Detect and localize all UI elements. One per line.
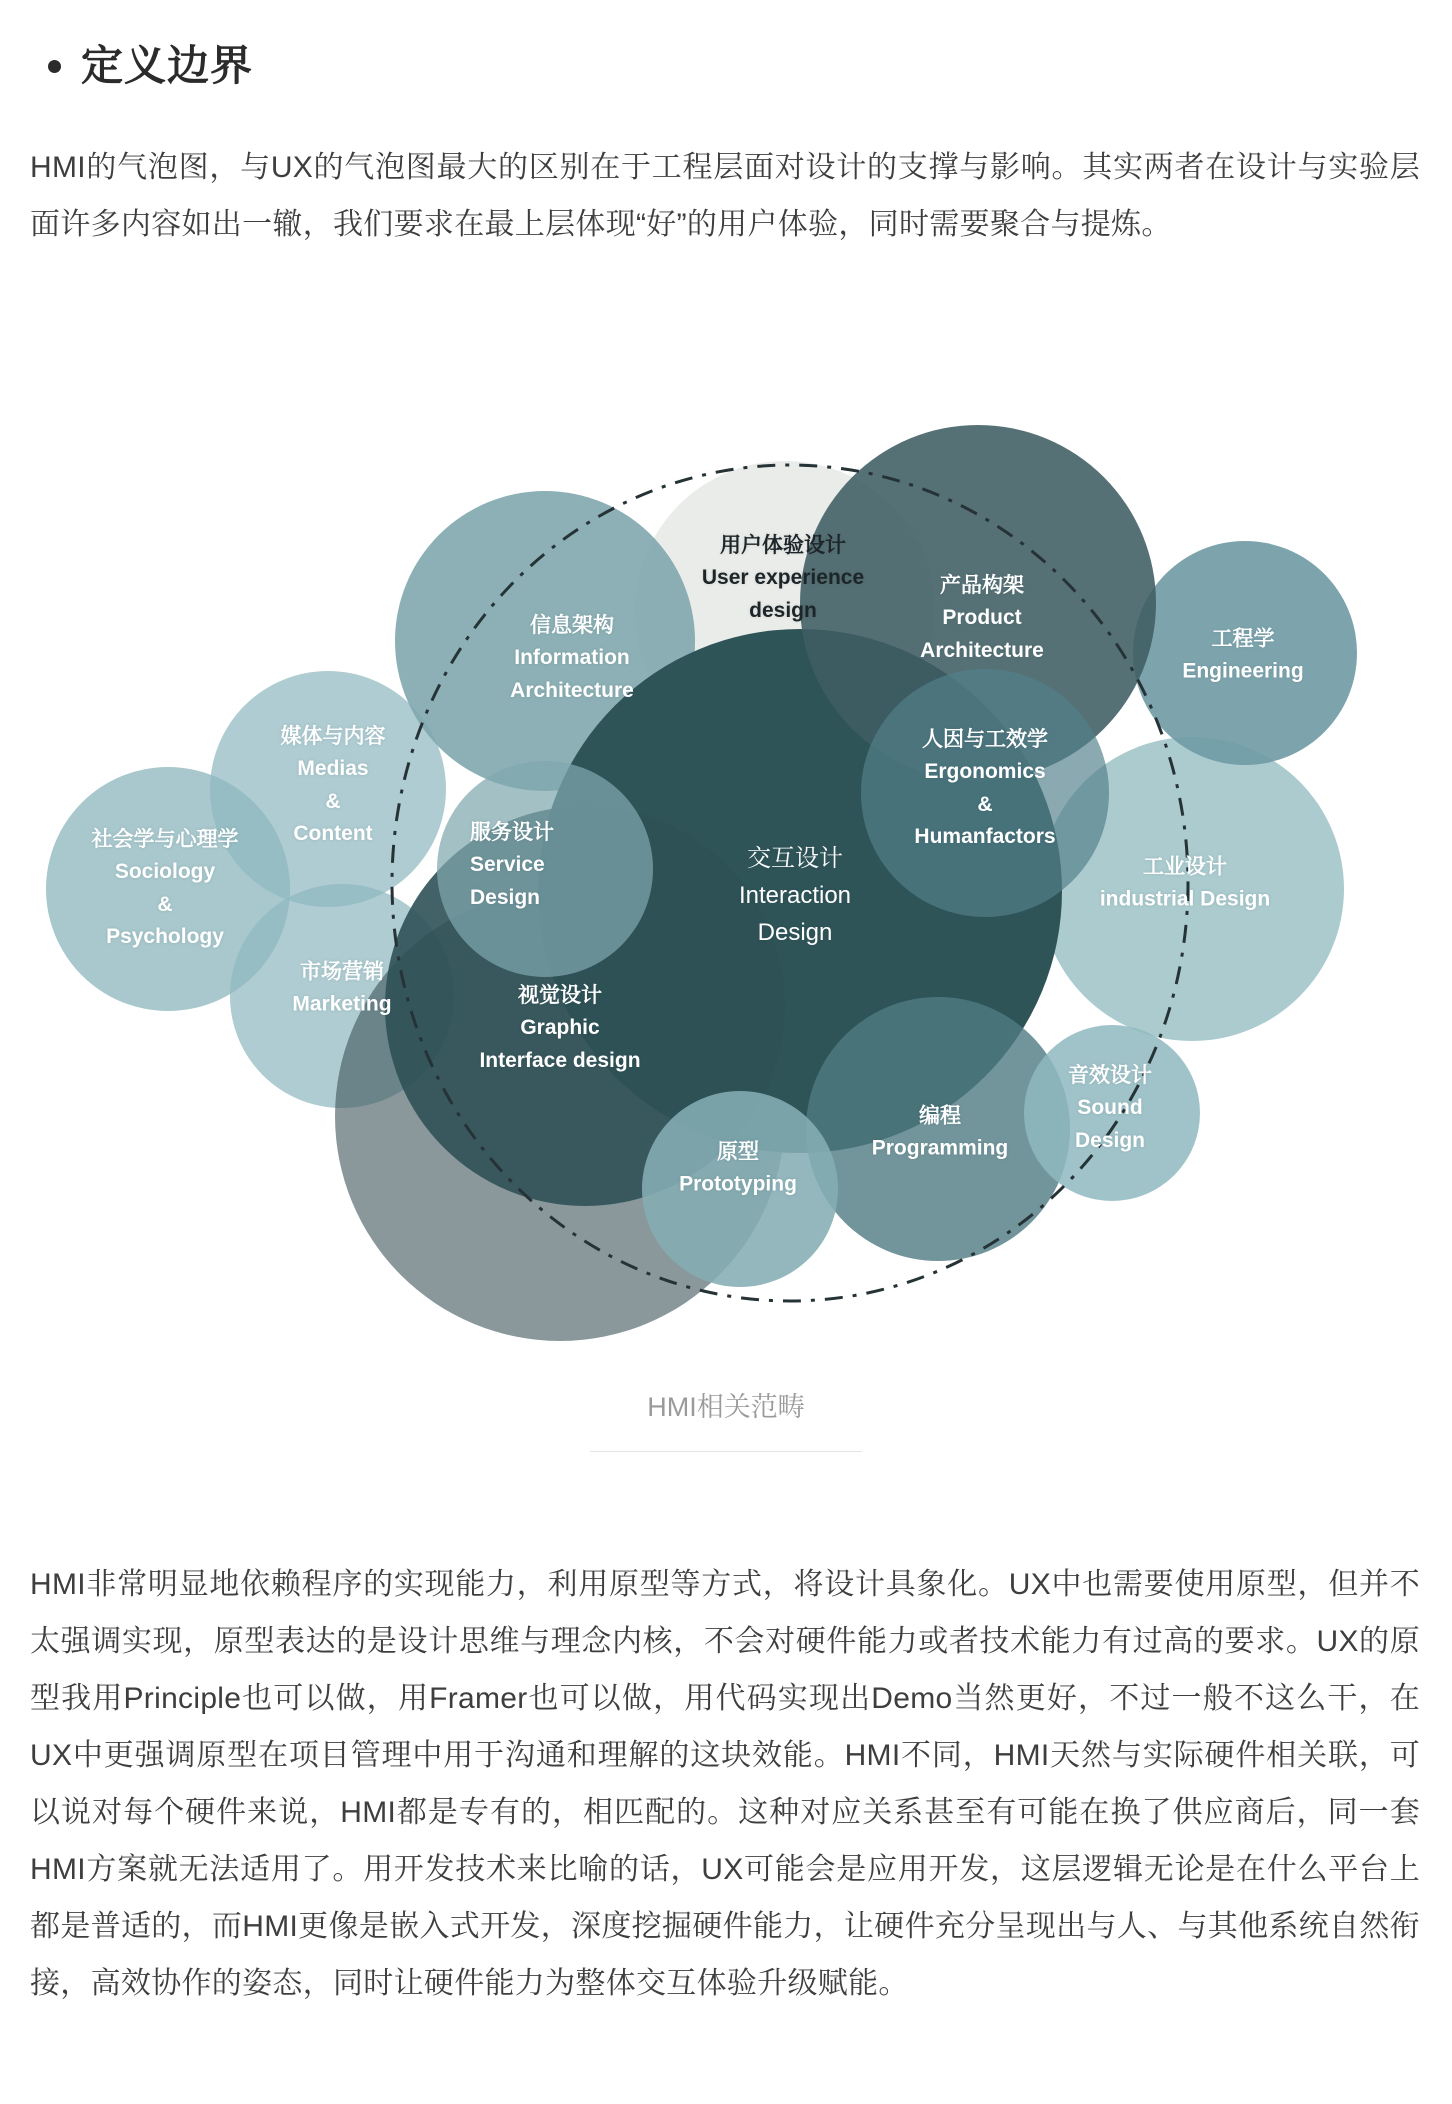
article-top-section	[0, 0, 1452, 253]
label-engineering: 工程学 Engineering	[1182, 626, 1304, 683]
intro-paragraph: HMI的气泡图，与UX的气泡图最大的区别在于工程层面对设计的支撑与影响。其实两者在设计与实验层面许多内容如出一辙，我们要求在最上层体现“好”的用户体验，同时需要聚合与提炼。	[30, 150, 1420, 241]
caption-divider	[590, 1451, 862, 1452]
label-sociology-psychology: 社会学与心理学 Sociology & Psychology	[91, 827, 239, 949]
page-title: 定义边界	[81, 42, 254, 89]
label-interaction-design: 交互设计 Interaction Design	[738, 844, 852, 947]
label-product-architecture: 产品构架 Product Architecture	[920, 573, 1044, 662]
label-user-experience-design: 用户体验设计 User experience design	[701, 533, 865, 622]
label-graphic-interface-design: 视觉设计 Graphic Interface design	[479, 983, 641, 1072]
figure-caption: HMI相关范畴	[647, 1391, 805, 1422]
label-prototyping: 原型 Prototyping	[679, 1139, 797, 1196]
hmi-bubble-diagram	[0, 429, 1452, 1359]
section-heading	[30, 40, 1420, 93]
article-bottom-section	[0, 1556, 1452, 2048]
heading-bullet-icon	[48, 60, 61, 73]
label-programming: 编程 Programming	[871, 1103, 1009, 1160]
label-industrial-design: 工业设计 industrial Design	[1099, 854, 1271, 911]
label-medias-content: 媒体与内容 Medias & Content	[280, 724, 386, 846]
body-paragraph: HMI非常明显地依赖程序的实现能力，利用原型等方式，将设计具象化。UX中也需要使用原型，但并不太强调实现，原型表达的是设计思维与理念内核，不会对硬件能力或者技术能力有过高的要求。UX的原型我用Principle也可以做，用Framer也可以做，用代码实现出Demo当然更好，不过一般不这么干，在UX中更强调原型在项目管理中用于沟通和理解的这块效能。HMI不同，HMI天然与实际硬件相关联，可以说对每个硬件来说，HMI都是专有的，相匹配的。这种对应关系甚至有可能在换了供应商后，同一套HMI方案就无法适用了。用开发技术来比喻的话，UX可能会是应用开发，这层逻辑无论是在什么平台上都是普适的，而HMI更像是嵌入式开发，深度挖掘硬件能力，让硬件充分呈现出与人、与其他系统自然衔接，高效协作的姿态，同时让硬件能力为整体交互体验升级赋能。	[30, 1567, 1420, 2000]
label-sound-design: 音效设计 Sound Design	[1068, 1063, 1152, 1152]
label-service-design: 服务设计 Service Design	[470, 820, 554, 909]
label-ergonomics-humanfactors: 人因与工效学 Ergonomics & Humanfactors	[914, 727, 1056, 849]
label-marketing: 市场营销 Marketing	[292, 959, 392, 1016]
label-information-architecture: 信息架构 Information Architecture	[510, 613, 634, 702]
